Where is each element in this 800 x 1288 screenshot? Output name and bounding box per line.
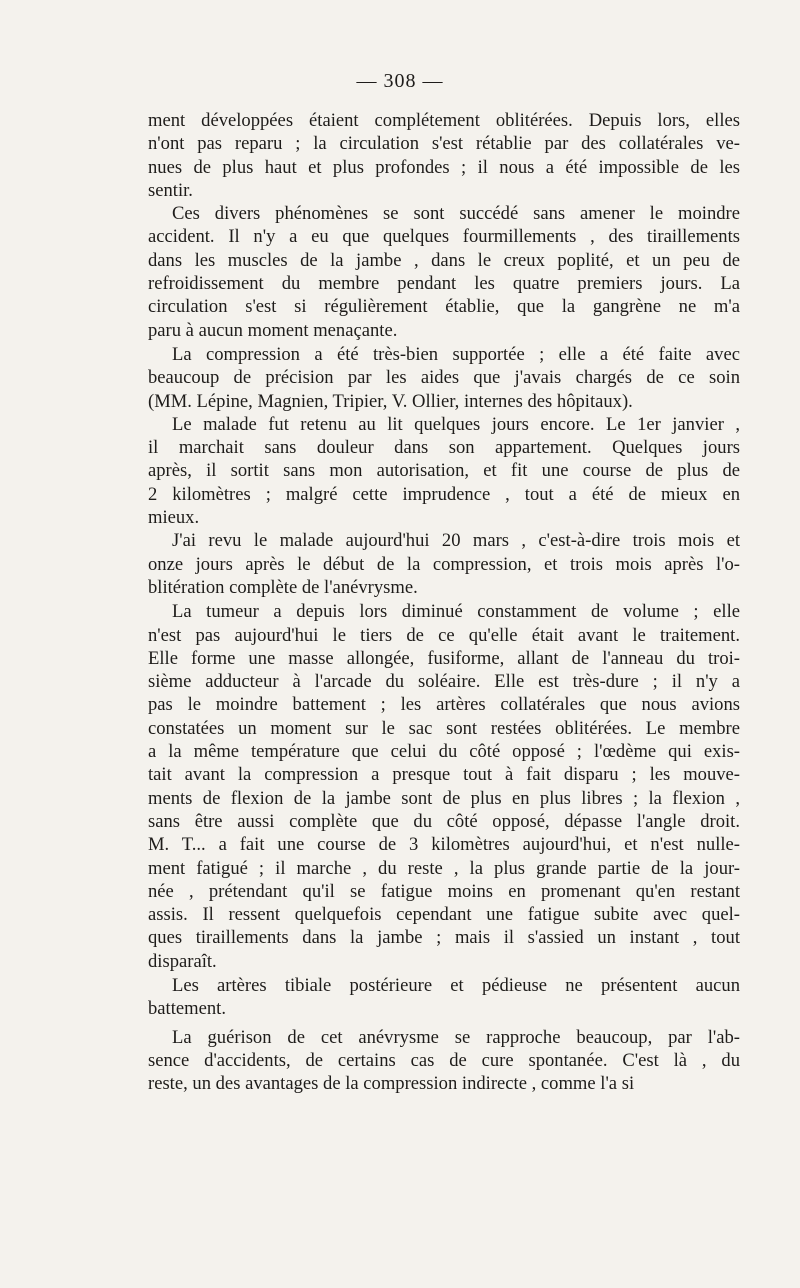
text-line: Elle forme une masse allongée, fusiforme, allant de l'anneau du troi-	[148, 647, 740, 669]
text-line: accident. Il n'y a eu que quelques fourmillements , des tiraillements	[148, 226, 740, 248]
paragraph	[148, 202, 740, 342]
text-line: battement.	[148, 998, 226, 1020]
text-line: blitération complète de l'anévrysme.	[148, 576, 418, 598]
text-line: ments de flexion de la jambe sont de plus en plus libres ; la flexion ,	[148, 787, 740, 809]
text-line: La compression a été très-bien supportée ; elle a été faite avec	[172, 343, 740, 365]
text-line: mieux.	[148, 507, 200, 529]
text-line: pas le moindre battement ; les artères collatérales que nous avions	[148, 694, 740, 716]
text-line: sentir.	[148, 179, 193, 201]
body-text	[148, 109, 740, 1095]
text-line: n'ont pas reparu ; la circulation s'est rétablie par des collatérales ve-	[148, 133, 740, 155]
paragraph	[148, 343, 740, 413]
text-line: disparaît.	[148, 950, 217, 972]
text-line: sième adducteur à l'arcade du soléaire. Elle est très-dure ; il n'y a	[148, 671, 740, 693]
page-number: — 308 —	[356, 70, 444, 92]
text-line: J'ai revu le malade aujourd'hui 20 mars , c'est-à-dire trois mois et	[172, 530, 740, 552]
text-line: ment fatigué ; il marche , du reste , la plus grande partie de la jour-	[148, 857, 740, 879]
text-line: il marchait sans douleur dans son appartement. Quelques jours	[148, 437, 740, 459]
paragraph	[148, 109, 740, 202]
text-line: La tumeur a depuis lors diminué constamment de volume ; elle	[172, 601, 740, 623]
text-line: reste, un des avantages de la compression indirecte , comme l'a si	[148, 1073, 635, 1095]
text-line: M. T... a fait une course de 3 kilomètres aujourd'hui, et n'est nulle-	[148, 834, 740, 856]
text-line: Le malade fut retenu au lit quelques jours encore. Le 1er janvier ,	[172, 413, 740, 435]
text-line: Ces divers phénomènes se sont succédé sans amener le moindre	[172, 203, 740, 225]
text-line: ment développées étaient complétement oblitérées. Depuis lors, elles	[148, 110, 740, 131]
text-line: beaucoup de précision par les aides que j'avais chargés de ce soin	[148, 367, 740, 389]
text-line: 2 kilomètres ; malgré cette imprudence , tout a été de mieux en	[148, 483, 740, 505]
text-line: ques tiraillements dans la jambe ; mais il s'assied un instant , tout	[148, 927, 740, 949]
text-line: née , prétendant qu'il se fatigue moins en promenant qu'en restant	[148, 880, 740, 902]
text-line: sans être aussi complète que du côté opposé, dépasse l'angle droit.	[148, 810, 740, 832]
paragraph	[148, 1026, 740, 1096]
text-line: Les artères tibiale postérieure et pédieuse ne présentent aucun	[172, 974, 740, 996]
paragraph	[148, 413, 740, 529]
text-line: refroidissement du membre pendant les quatre premiers jours. La	[148, 273, 740, 295]
text-line: a la même température que celui du côté opposé ; l'œdème qui exis-	[148, 741, 740, 763]
text-line: tait avant la compression a presque tout à fait disparu ; les mouve-	[148, 764, 740, 786]
paragraph	[148, 600, 740, 973]
text-line: n'est pas aujourd'hui le tiers de ce qu'elle était avant le traitement.	[148, 624, 740, 646]
text-line: après, il sortit sans mon autorisation, et fit une course de plus de	[148, 460, 740, 482]
paragraph	[148, 529, 740, 599]
text-line: sence d'accidents, de certains cas de cure spontanée. C'est là , du	[148, 1049, 740, 1071]
text-line: La guérison de cet anévrysme se rapproche beaucoup, par l'ab-	[172, 1026, 740, 1048]
text-line: dans les muscles de la jambe , dans le creux poplité, et un peu de	[148, 249, 740, 271]
text-line: (MM. Lépine, Magnien, Tripier, V. Ollier, internes des hôpitaux).	[148, 390, 633, 412]
text-line: onze jours après le début de la compression, et trois mois après l'o-	[148, 553, 740, 575]
paragraph	[148, 974, 740, 1021]
text-line: paru à aucun moment menaçante.	[148, 319, 398, 341]
text-line: constatées un moment sur le sac sont restées oblitérées. Le membre	[148, 717, 740, 739]
text-line: circulation s'est si régulièrement établie, que la gangrène ne m'a	[148, 296, 740, 318]
text-line: nues de plus haut et plus profondes ; il nous a été impossible de les	[148, 156, 740, 178]
text-line: assis. Il ressent quelquefois cependant une fatigue subite avec quel-	[148, 904, 740, 926]
